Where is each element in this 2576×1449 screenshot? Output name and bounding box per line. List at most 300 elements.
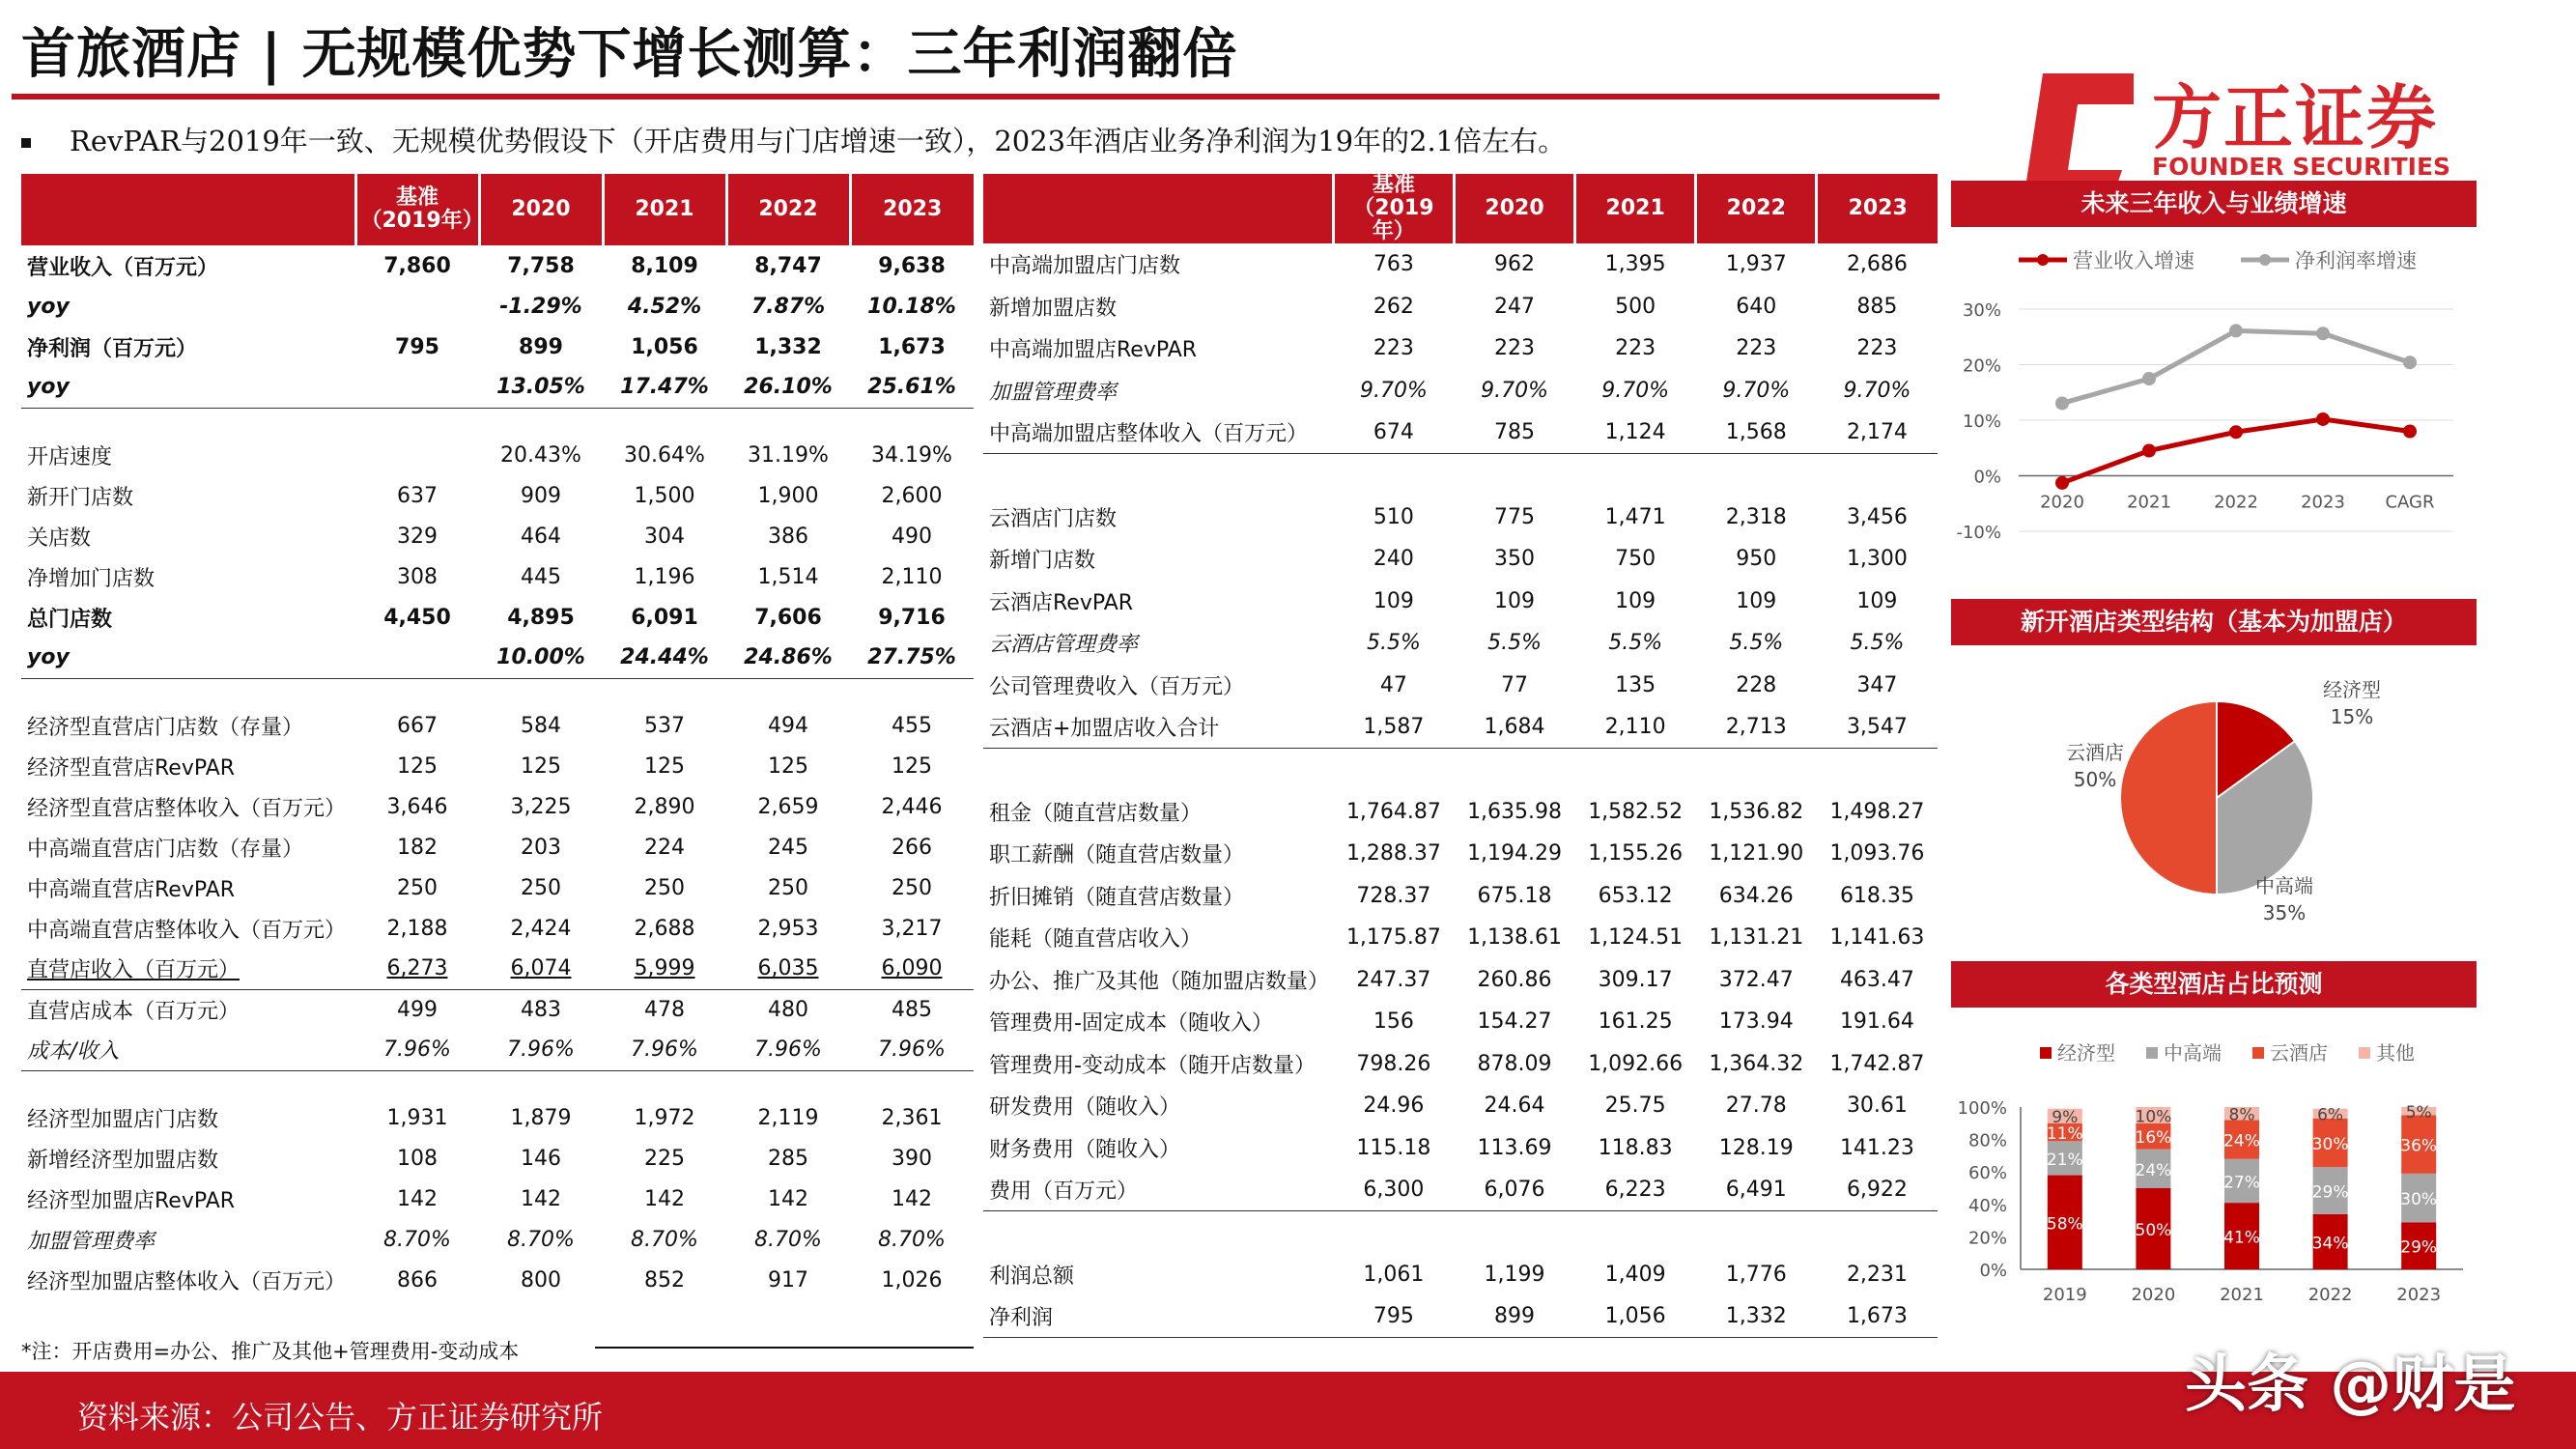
legend-swatch — [2146, 1047, 2158, 1059]
value-cell: 1,514 — [757, 564, 819, 589]
table-row — [21, 908, 974, 949]
value-cell: 485 — [892, 997, 932, 1022]
value-cell: 125 — [397, 753, 438, 779]
row-label: 新增经济型加盟店数 — [27, 1148, 219, 1173]
table-row — [21, 1260, 974, 1300]
value-cell: 2,713 — [1696, 706, 1817, 749]
row-label: 公司管理费收入（百万元） — [989, 674, 1245, 699]
row-label: 加盟管理费率 — [989, 380, 1118, 405]
value-cell: 1,409 — [1604, 1262, 1666, 1287]
value-cell: 1,764.87 — [1345, 799, 1441, 824]
data-point — [2316, 327, 2330, 340]
value-cell: 2,424 — [510, 916, 572, 941]
value-cell: 537 — [644, 713, 685, 738]
value-cell: 795 — [395, 334, 439, 359]
slice-value: 50% — [2073, 768, 2117, 791]
value-cell: 5.5% — [1366, 631, 1421, 656]
row-label: 折旧摊销（随直营店数量） — [989, 885, 1245, 910]
table-row — [983, 1085, 1938, 1127]
value-cell: 228 — [1736, 672, 1777, 697]
table-row — [21, 435, 974, 475]
table-row — [21, 638, 974, 678]
table-row — [21, 746, 974, 786]
bar-data-label: 21% — [2046, 1150, 2083, 1170]
value-cell: 7.96% — [850, 1030, 974, 1070]
header-year: 2020 — [1454, 174, 1574, 243]
value-cell — [355, 367, 479, 408]
value-cell: 372.47 — [1718, 967, 1794, 992]
value-cell: 142 — [892, 1186, 932, 1211]
value-cell: 750 — [1615, 547, 1656, 572]
value-cell: -1.29% — [499, 294, 582, 319]
value-cell: 1,500 — [634, 483, 695, 508]
value-cell: 1,061 — [1363, 1262, 1425, 1287]
value-cell: 480 — [768, 997, 808, 1022]
value-cell: 6,223 — [1575, 1169, 1696, 1211]
value-cell: 1,092.66 — [1588, 1051, 1684, 1076]
spacer-cell — [21, 678, 974, 705]
table-row — [983, 243, 1938, 286]
row-label: yoy — [27, 294, 70, 319]
table-row — [21, 827, 974, 867]
value-cell: 141.23 — [1839, 1135, 1914, 1160]
y-tick-label: 0% — [1973, 467, 2001, 488]
value-cell: 1,056 — [1575, 1295, 1696, 1338]
slice-name: 经济型 — [2323, 678, 2381, 701]
bar-data-label: 8% — [2228, 1105, 2255, 1125]
value-cell: 2,890 — [634, 794, 695, 819]
table-row — [21, 1179, 974, 1219]
value-cell: 34.19% — [871, 442, 952, 468]
value-cell: 463.47 — [1839, 967, 1914, 992]
value-cell: 1,742.87 — [1829, 1051, 1925, 1076]
row-label: 云酒店门店数 — [989, 506, 1118, 531]
value-cell: 2,318 — [1725, 504, 1787, 529]
value-cell: 483 — [521, 997, 561, 1022]
value-cell: 1,155.26 — [1588, 841, 1684, 867]
table-row — [21, 327, 974, 367]
value-cell: 9.70% — [1359, 378, 1428, 403]
data-point — [2142, 372, 2156, 385]
row-label: yoy — [21, 367, 355, 408]
value-cell: 260.86 — [1477, 967, 1552, 992]
value-cell: 173.94 — [1718, 1009, 1794, 1035]
spacer-cell — [983, 1211, 1938, 1254]
value-cell: 304 — [644, 524, 685, 549]
footnote-rule — [595, 1347, 974, 1349]
y-tick-label: 20% — [1962, 355, 2001, 377]
data-point — [2142, 444, 2156, 458]
legend-swatch — [2359, 1047, 2370, 1059]
row-label: 经济型直营店整体收入（百万元） — [27, 796, 347, 821]
bar-data-label: 11% — [2046, 1124, 2083, 1145]
data-point — [2316, 412, 2330, 426]
bar-data-label: 9% — [2052, 1108, 2079, 1128]
row-label: 云酒店RevPAR — [989, 590, 1134, 615]
value-cell: 7,758 — [507, 253, 575, 278]
value-cell: 109 — [1373, 588, 1414, 613]
value-cell: 125 — [768, 753, 808, 779]
value-cell: 118.83 — [1598, 1135, 1673, 1160]
header-year: 2022 — [726, 174, 850, 245]
spacer-row — [983, 749, 1938, 791]
value-cell: 247 — [1494, 294, 1536, 319]
table-row — [21, 475, 974, 516]
value-cell: 125 — [644, 753, 685, 779]
value-cell: 500 — [1615, 294, 1656, 319]
value-cell: 6,035 — [726, 949, 850, 989]
value-cell: 2,659 — [757, 794, 819, 819]
row-label: 云酒店管理费率 — [989, 633, 1139, 658]
bar-data-label: 24% — [2135, 1160, 2172, 1180]
value-cell: 308 — [397, 564, 438, 589]
value-cell: 6,090 — [850, 949, 974, 989]
bar-data-label: 41% — [2223, 1228, 2260, 1248]
value-cell: 584 — [521, 713, 561, 738]
data-point — [2229, 324, 2243, 337]
legend-marker — [2037, 254, 2049, 266]
table-row — [983, 1001, 1938, 1043]
value-cell: 878.09 — [1477, 1051, 1552, 1076]
value-cell: 250 — [521, 875, 561, 900]
value-cell: 445 — [521, 564, 561, 589]
header-base: 基准（2019年） — [355, 174, 479, 245]
page-title: 首旅酒店 | 无规模优势下增长测算：三年利润翻倍 — [21, 23, 1238, 86]
value-cell: 1,776 — [1725, 1262, 1787, 1287]
value-cell: 113.69 — [1477, 1135, 1552, 1160]
value-cell: 675.18 — [1477, 883, 1552, 908]
value-cell: 27.75% — [850, 638, 974, 678]
value-cell: 156 — [1373, 1009, 1414, 1035]
row-label: 职工薪酬（随直营店数量） — [989, 843, 1245, 868]
value-cell: 7.96% — [603, 1030, 726, 1070]
value-cell: 1,673 — [1817, 1295, 1938, 1338]
bullet-icon — [21, 138, 31, 148]
table-row — [983, 917, 1938, 959]
y-tick-label: 20% — [1967, 1228, 2007, 1249]
row-label: 净增加门店数 — [27, 566, 156, 591]
y-tick-label: 0% — [1979, 1261, 2007, 1281]
value-cell: 7,860 — [383, 253, 451, 278]
x-tick-label: 2022 — [2307, 1285, 2353, 1305]
value-cell: 31.19% — [748, 442, 829, 468]
growth-chart-title: 未来三年收入与业绩增速 — [1951, 181, 2477, 227]
value-cell: 309.17 — [1598, 967, 1673, 992]
row-label: 管理费用-固定成本（随收入） — [989, 1011, 1273, 1037]
watermark: 头条 @财是 — [2185, 1350, 2516, 1421]
value-cell: 128.19 — [1718, 1135, 1794, 1160]
x-tick-label: CAGR — [2385, 492, 2435, 513]
slice-value: 15% — [2330, 705, 2374, 728]
value-cell: 191.64 — [1839, 1009, 1914, 1035]
bar-data-label: 24% — [2223, 1131, 2260, 1151]
value-cell: 5,999 — [603, 949, 726, 989]
legend-label: 云酒店 — [2270, 1041, 2328, 1065]
row-label: 营业收入（百万元） — [27, 255, 219, 280]
row-label: 经济型加盟店RevPAR — [27, 1188, 236, 1213]
row-label: 成本/收入 — [21, 1030, 355, 1070]
row-label: 新增加盟店数 — [989, 296, 1118, 321]
table-row — [983, 581, 1938, 623]
table-row — [983, 1295, 1938, 1338]
value-cell: 9,638 — [878, 253, 946, 278]
row-label: 中高端直营店门店数（存量） — [27, 837, 304, 862]
table-row — [983, 706, 1938, 749]
value-cell: 3,646 — [386, 794, 448, 819]
value-cell: 674 — [1333, 412, 1454, 454]
value-cell: 247.37 — [1356, 967, 1431, 992]
table-row — [983, 875, 1938, 918]
value-cell: 223 — [1494, 336, 1536, 361]
spacer-row — [21, 678, 974, 705]
row-label: 云酒店+加盟店收入合计 — [983, 706, 1333, 749]
spacer-row — [21, 1070, 974, 1097]
value-cell: 142 — [397, 1186, 438, 1211]
value-cell: 667 — [397, 713, 438, 738]
value-cell: 962 — [1494, 252, 1536, 277]
x-tick-label: 2020 — [2131, 1285, 2176, 1305]
value-cell: 1,900 — [757, 483, 819, 508]
value-cell: 5.5% — [1729, 631, 1784, 656]
table-row — [21, 867, 974, 908]
value-cell: 10.00% — [479, 638, 603, 678]
row-label: 财务费用（随收入） — [989, 1137, 1181, 1162]
value-cell: 26.10% — [726, 367, 850, 408]
value-cell: 154.27 — [1477, 1009, 1552, 1035]
value-cell: 1,931 — [386, 1105, 448, 1130]
value-cell: 108 — [397, 1146, 438, 1171]
row-label: 新增门店数 — [989, 549, 1096, 574]
table-row — [21, 1219, 974, 1260]
table-row — [21, 949, 974, 989]
spacer-cell — [21, 1070, 974, 1097]
value-cell: 798.26 — [1356, 1051, 1431, 1076]
row-label: 总门店数 — [27, 607, 113, 632]
value-cell: 109 — [1856, 588, 1898, 613]
value-cell: 25.61% — [850, 367, 974, 408]
value-cell: 950 — [1736, 547, 1777, 572]
value-cell: 10.18% — [867, 294, 956, 319]
value-cell: 25.75 — [1604, 1094, 1666, 1119]
table-row — [983, 833, 1938, 875]
hotel-mix-pie-chart — [1951, 653, 2492, 943]
value-cell: 109 — [1615, 588, 1656, 613]
row-label: 中高端加盟店门店数 — [989, 254, 1181, 279]
bar-data-label: 16% — [2135, 1128, 2172, 1149]
table-row — [21, 597, 974, 638]
row-label: 费用（百万元） — [983, 1169, 1333, 1211]
value-cell: 8,109 — [631, 253, 698, 278]
slice-name: 云酒店 — [2066, 741, 2124, 764]
table-row — [21, 556, 974, 597]
value-cell: 2,688 — [634, 916, 695, 941]
row-label: 加盟管理费率 — [27, 1229, 156, 1254]
data-point — [2229, 425, 2243, 439]
value-cell: 909 — [521, 483, 561, 508]
value-cell: 24.86% — [726, 638, 850, 678]
header-label-cell — [983, 174, 1333, 243]
logo-english-name: FOUNDER SECURITIES — [2152, 153, 2451, 181]
table-row — [21, 786, 974, 827]
y-tick-label: 100% — [1957, 1098, 2007, 1119]
legend-swatch — [2040, 1047, 2052, 1059]
table-row — [983, 622, 1938, 665]
legend-swatch — [2252, 1047, 2264, 1059]
summary-bullet — [21, 120, 1566, 159]
spacer-cell — [983, 454, 1938, 497]
logo-name: 方正证券 — [2152, 77, 2439, 158]
value-cell: 899 — [1454, 1295, 1574, 1338]
bar-data-label: 36% — [2400, 1136, 2438, 1156]
value-cell: 618.35 — [1839, 883, 1914, 908]
value-cell: 899 — [519, 334, 563, 359]
y-tick-label: 10% — [1962, 412, 2001, 432]
value-cell: 4,450 — [383, 605, 451, 630]
row-label: 开店速度 — [27, 444, 113, 469]
value-cell: 30.61 — [1846, 1094, 1908, 1119]
spacer-cell — [21, 408, 974, 435]
value-cell: 490 — [892, 524, 932, 549]
value-cell: 1,587 — [1333, 706, 1454, 749]
value-cell: 1,196 — [634, 564, 695, 589]
spacer-cell — [983, 749, 1938, 791]
legend-label: 其他 — [2376, 1041, 2415, 1065]
value-cell: 1,673 — [878, 334, 946, 359]
value-cell: 8,747 — [754, 253, 822, 278]
value-cell: 510 — [1373, 504, 1414, 529]
value-cell: 223 — [1373, 336, 1414, 361]
value-cell: 5.5% — [1487, 631, 1542, 656]
value-cell: 1,395 — [1604, 252, 1666, 277]
value-cell: 24.96 — [1363, 1094, 1425, 1119]
table-row — [983, 497, 1938, 539]
table-row — [21, 245, 974, 286]
row-label: 直营店收入（百万元） — [21, 949, 355, 989]
value-cell: 1,124.51 — [1588, 925, 1684, 951]
value-cell: 182 — [397, 835, 438, 860]
value-cell: 142 — [644, 1186, 685, 1211]
y-tick-label: 80% — [1967, 1130, 2007, 1151]
value-cell: 1,332 — [754, 334, 822, 359]
header-year: 2021 — [1575, 174, 1696, 243]
value-cell: 115.18 — [1356, 1135, 1431, 1160]
value-cell: 27.78 — [1725, 1094, 1787, 1119]
value-cell: 4,895 — [507, 605, 575, 630]
value-cell: 125 — [892, 753, 932, 779]
value-cell: 634.26 — [1718, 883, 1794, 908]
value-cell: 6,300 — [1333, 1169, 1454, 1211]
value-cell: 2,231 — [1846, 1262, 1908, 1287]
spacer-row — [21, 408, 974, 435]
value-cell: 1,131.21 — [1709, 925, 1804, 951]
value-cell: 109 — [1494, 588, 1536, 613]
x-tick-label: 2022 — [2214, 492, 2258, 513]
value-cell: 8.70% — [507, 1227, 575, 1252]
row-label: 中高端加盟店RevPAR — [989, 338, 1198, 363]
value-cell: 800 — [521, 1267, 561, 1293]
x-tick-label: 2023 — [2301, 492, 2345, 513]
value-cell: 2,600 — [881, 483, 943, 508]
row-label: 净利润（百万元） — [27, 336, 198, 361]
value-cell: 7.96% — [355, 1030, 479, 1070]
value-cell: 5.5% — [1850, 631, 1905, 656]
value-cell: 1,364.32 — [1709, 1051, 1804, 1076]
value-cell: 1,684 — [1454, 706, 1574, 749]
value-cell: 47 — [1379, 672, 1407, 697]
table-row — [983, 412, 1938, 454]
value-cell: 1,536.82 — [1709, 799, 1804, 824]
value-cell: 1,972 — [634, 1105, 695, 1130]
row-label: 办公、推广及其他（随加盟店数量） — [989, 969, 1330, 994]
value-cell: 142 — [521, 1186, 561, 1211]
value-cell: 7.96% — [479, 1030, 603, 1070]
value-cell: 1,568 — [1696, 412, 1817, 454]
value-cell: 3,217 — [881, 916, 943, 941]
row-label: 经济型加盟店整体收入（百万元） — [27, 1269, 347, 1294]
value-cell — [355, 638, 479, 678]
value-cell: 785 — [1454, 412, 1574, 454]
value-cell: 142 — [768, 1186, 808, 1211]
table-row — [983, 538, 1938, 581]
row-label: 利润总额 — [989, 1264, 1075, 1289]
bar-data-label: 29% — [2311, 1182, 2349, 1203]
value-cell: 9.70% — [1843, 378, 1911, 403]
value-cell: 24.44% — [603, 638, 726, 678]
value-cell: 9.70% — [1722, 378, 1791, 403]
value-cell — [355, 435, 479, 475]
row-label: yoy — [21, 638, 355, 678]
legend-label: 中高端 — [2164, 1041, 2222, 1065]
value-cell: 1,582.52 — [1588, 799, 1684, 824]
x-tick-label: 2023 — [2396, 1285, 2442, 1305]
row-label: 中高端直营店整体收入（百万元） — [27, 918, 347, 943]
data-point — [2055, 476, 2069, 490]
value-cell: 347 — [1856, 672, 1898, 697]
value-cell: 494 — [768, 713, 808, 738]
footnote: *注：开店费用=办公、推广及其他+管理费用-变动成本 — [21, 1340, 520, 1363]
value-cell: 2,188 — [386, 916, 448, 941]
value-cell: 1,194.29 — [1467, 841, 1563, 867]
bar-data-label: 34% — [2311, 1234, 2349, 1254]
y-tick-label: 30% — [1962, 300, 2001, 321]
y-tick-label: -10% — [1956, 523, 2001, 541]
data-point — [2403, 425, 2417, 439]
data-point — [2403, 355, 2417, 369]
row-label: 中高端直营店RevPAR — [27, 877, 236, 902]
row-label: 能耗（随直营店收入） — [989, 927, 1203, 952]
value-cell: 795 — [1333, 1295, 1454, 1338]
table-header-row — [983, 174, 1938, 243]
table-row — [983, 286, 1938, 328]
value-cell: 17.47% — [603, 367, 726, 408]
value-cell: 250 — [644, 875, 685, 900]
value-cell: 225 — [644, 1146, 685, 1171]
bar-data-label: 50% — [2135, 1221, 2172, 1240]
value-cell: 6,491 — [1696, 1169, 1817, 1211]
mix-pie-title: 新开酒店类型结构（基本为加盟店） — [1951, 599, 2477, 645]
legend-marker — [2259, 254, 2271, 266]
table-row — [983, 327, 1938, 370]
row-label: 中高端加盟店整体收入（百万元） — [983, 412, 1333, 454]
table-row — [21, 1138, 974, 1179]
value-cell: 30.64% — [624, 442, 705, 468]
value-cell: 135 — [1615, 672, 1656, 697]
header-label-cell — [21, 174, 355, 245]
hotel-share-stacked-bar-chart — [1951, 1024, 2492, 1314]
bar-data-label: 58% — [2046, 1214, 2083, 1235]
value-cell: 455 — [892, 713, 932, 738]
value-cell: 478 — [644, 997, 685, 1022]
